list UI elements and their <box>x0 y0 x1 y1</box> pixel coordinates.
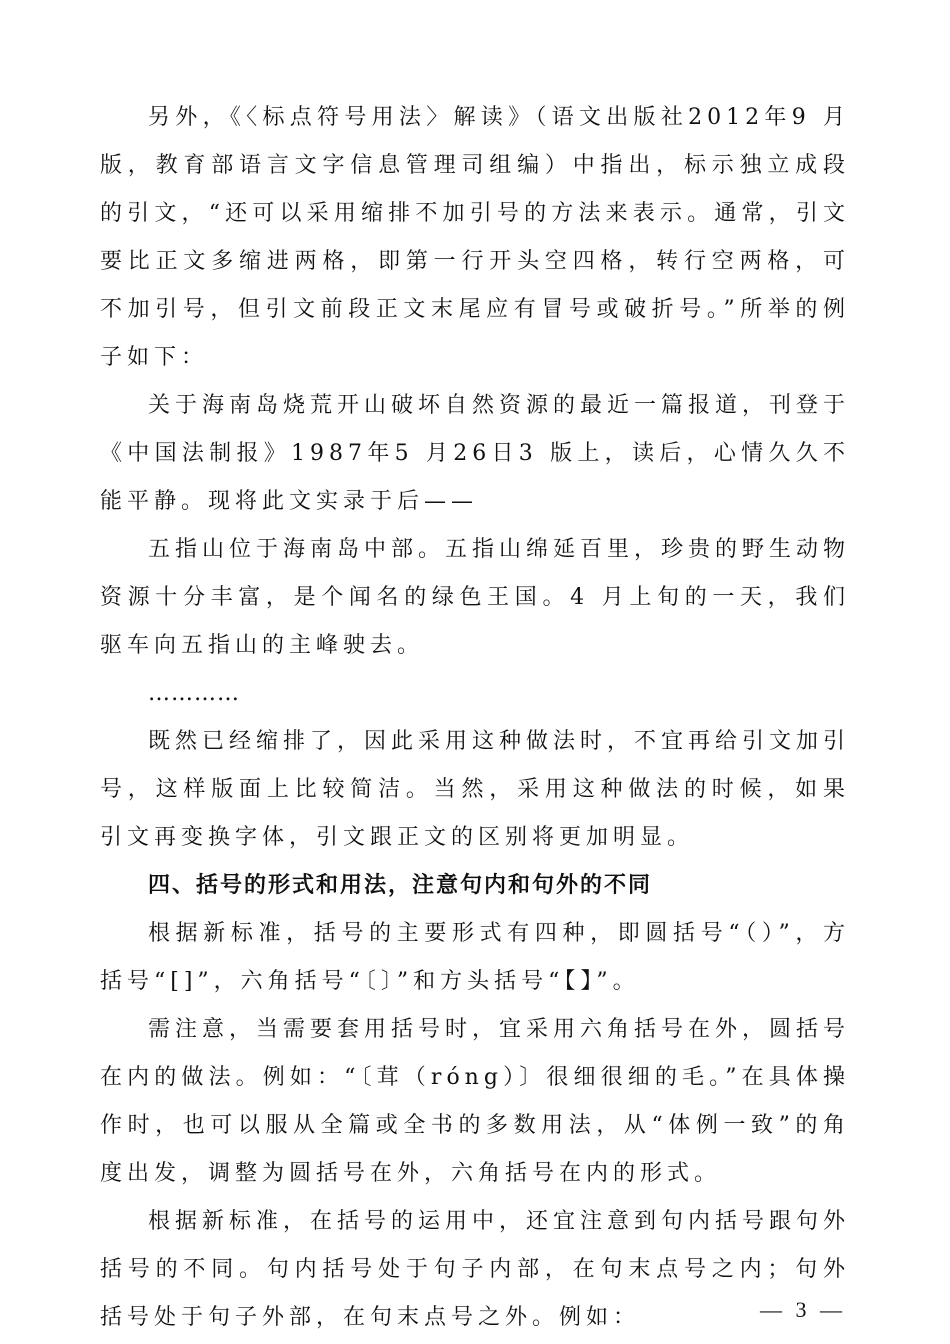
paragraph-citation-intro: 另外，《〈标点符号用法〉解读》（语文出版社2012年9 月版，教育部语言文字信息管理司组编）中指出，标示独立成段的引文，“还可以采用缩排不加引号的方法来表示。通常，引文要比正文多缩进两格，即第一行开头空四格，转行空两格，可不加引号，但引文前段正文末尾应有冒号或破折号。”所举的例子如下： <box>100 105 850 370</box>
paragraph-indent-explanation: 既然已经缩排了，因此采用这种做法时，不宜再给引文加引号，这样版面上比较简洁。当然，采用这种做法的时候，如果引文再变换字体，引文跟正文的区别将更加明显。 <box>100 729 851 850</box>
page-number: — 3 — <box>760 1297 846 1322</box>
ellipsis-line: ………… <box>148 681 240 706</box>
document-body <box>100 94 850 1342</box>
paragraph-example-quote-1: 关于海南岛烧荒开山破坏自然资源的最近一篇报道，刊登于《中国法制报》1987年5 月26日3 版上，读后，心情久久不能平静。现将此文实录于后—— <box>100 393 851 514</box>
section-heading: 四、括号的形式和用法，注意句内和句外的不同 <box>148 873 653 898</box>
paragraph-bracket-forms: 根据新标准，括号的主要形式有四种，即圆括号“（）”，方括号“[]”，六角括号“〔〕”和方头括号“【】”。 <box>100 921 850 994</box>
paragraph-nested-brackets: 需注意，当需要套用括号时，宜采用六角括号在外，圆括号在内的做法。例如：“〔茸（róng）〕很细很细的毛。”在具体操作时，也可以服从全篇或全书的多数用法，从“体例一致”的角度出发，调整为圆括号在外，六角括号在内的形式。 <box>100 1017 851 1186</box>
paragraph-example-quote-2: 五指山位于海南岛中部。五指山绵延百里，珍贵的野生动物资源十分丰富，是个闻名的绿色王国。4 月上旬的一天，我们驱车向五指山的主峰驶去。 <box>100 537 851 658</box>
paragraph-inner-outer-brackets: 根据新标准，在括号的运用中，还宜注意到句内括号跟句外括号的不同。句内括号处于句子内部，在句末点号之内；句外括号处于句子外部，在句末点号之外。例如： <box>100 1209 851 1330</box>
